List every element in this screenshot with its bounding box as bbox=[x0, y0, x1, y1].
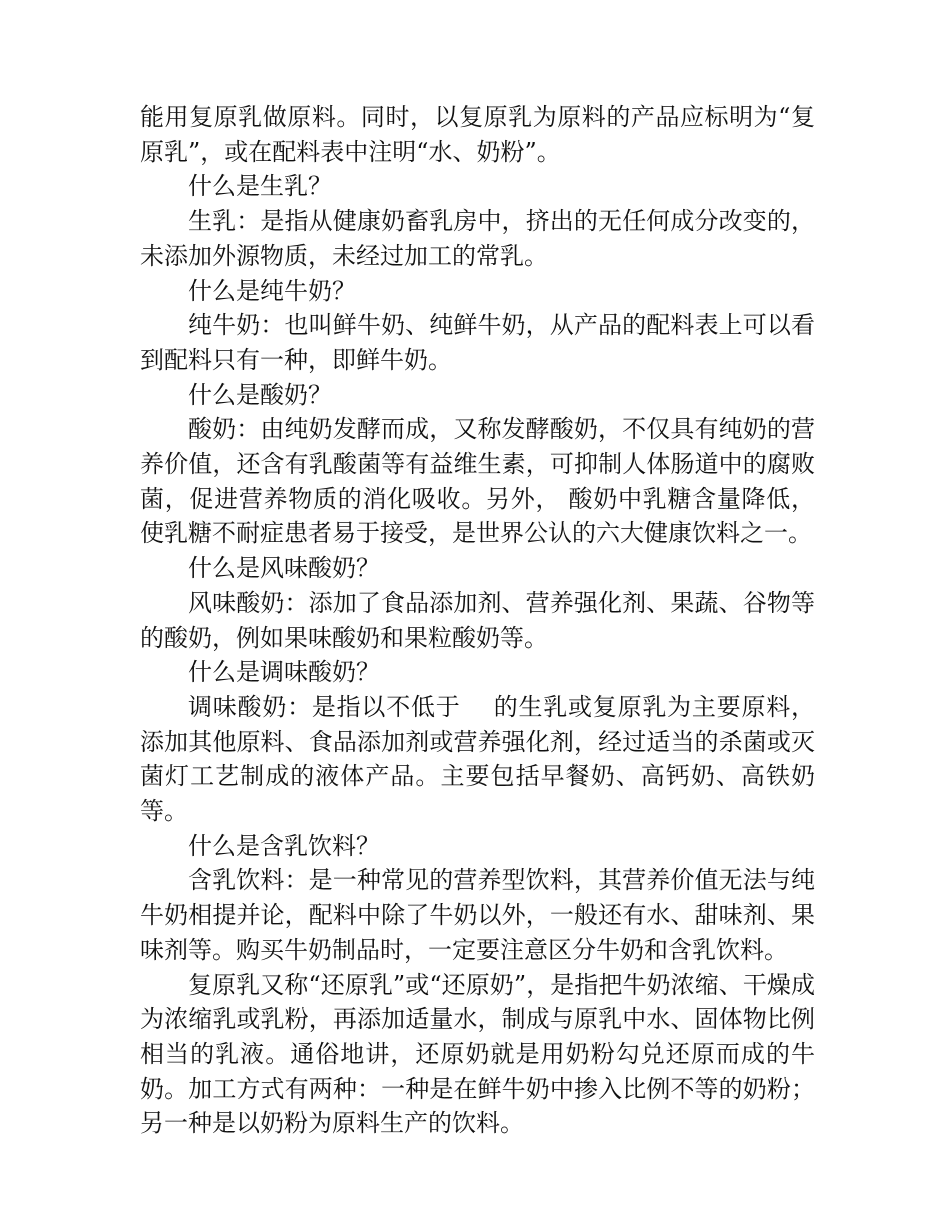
paragraph-milk-beverage: 含乳饮料：是一种常见的营养型饮料，其营养价值无法与纯牛奶相提并论，配料中除了牛奶以外，一般还有水、甜味剂、果味剂等。购买牛奶制品时，一定要注意区分牛奶和含乳饮料。 bbox=[140, 866, 815, 964]
paragraph-reconstituted-milk-definition: 复原乳又称“还原乳”或“还原奶”，是指把牛奶浓缩、干燥成为浓缩乳或乳粉，再添加适量水，制成与原乳中水、固体物比例相当的乳液。通俗地讲，还原奶就是用奶粉勾兑还原而成的牛奶。加工方式有两种：一种是在鲜牛奶中掺入比例不等的奶粉；另一种是以奶粉为原料生产的饮料。 bbox=[140, 970, 815, 1138]
paragraph-reconstituted-milk-labeling: 能用复原乳做原料。同时，以复原乳为原料的产品应标明为“复原乳”，或在配料表中注明“水、奶粉”。 bbox=[140, 103, 815, 166]
question-milk-beverage: 什么是含乳饮料？ bbox=[188, 831, 380, 860]
question-raw-milk: 什么是生乳？ bbox=[188, 172, 332, 201]
question-yogurt: 什么是酸奶？ bbox=[188, 380, 332, 409]
document-body bbox=[140, 100, 815, 1141]
paragraph-flavored-yogurt: 风味酸奶：添加了食品添加剂、营养强化剂、果蔬、谷物等的酸奶，例如果味酸奶和果粒酸奶等。 bbox=[140, 588, 815, 652]
paragraph-raw-milk: 生乳：是指从健康奶畜乳房中，挤出的无任何成分改变的，未添加外源物质，未经过加工的常乳。 bbox=[140, 207, 815, 270]
question-flavored-yogurt: 什么是风味酸奶？ bbox=[188, 554, 380, 583]
paragraph-pure-milk: 纯牛奶：也叫鲜牛奶、纯鲜牛奶，从产品的配料表上可以看到配料只有一种，即鲜牛奶。 bbox=[140, 311, 815, 374]
question-seasoned-yogurt: 什么是调味酸奶？ bbox=[188, 658, 380, 687]
question-pure-milk: 什么是纯牛奶？ bbox=[188, 276, 356, 305]
paragraph-yogurt: 酸奶：由纯奶发酵而成，又称发酵酸奶，不仅具有纯奶的营养价值，还含有乳酸菌等有益维生素，可抑制人体肠道中的腐败菌，促进营养物质的消化吸收。另外， 酸奶中乳糖含量降低，使乳糖不耐症患者易于接受，是世界公认的六大健康饮料之一。 bbox=[140, 415, 815, 548]
paragraph-seasoned-yogurt: 调味酸奶：是指以不低于 的生乳或复原乳为主要原料，添加其他原料、食品添加剂或营养强化剂，经过适当的杀菌或灭菌灯工艺制成的液体产品。主要包括早餐奶、高钙奶、高铁奶等。 bbox=[140, 692, 815, 826]
